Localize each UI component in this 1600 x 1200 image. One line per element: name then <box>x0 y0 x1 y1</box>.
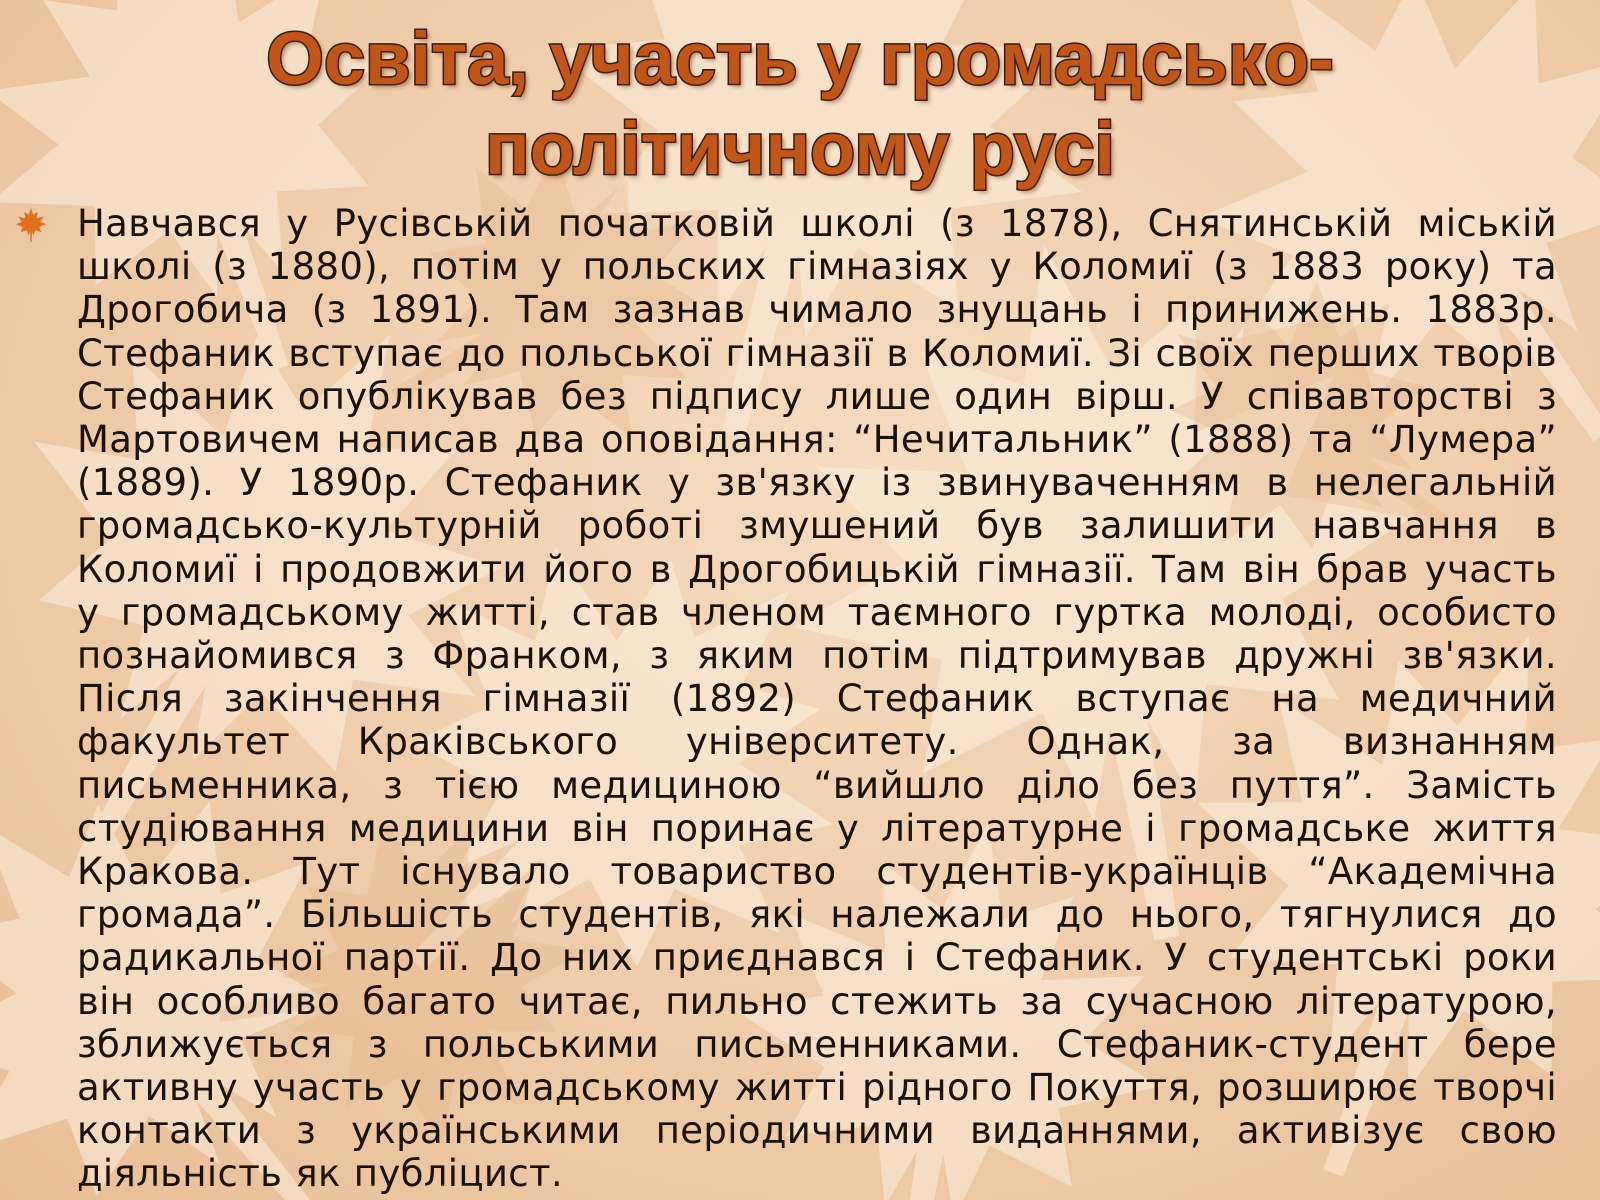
maple-leaf-bullet-icon <box>14 208 48 242</box>
slide-title: Освіта, участь у громадсько-політичному русі <box>266 17 1334 190</box>
bullet-paragraph: Навчався у Русівській початковій школі (з 1878), Снятинській міській школі (з 1880), потім у польских гімназіях у Коломиї (з 1883 року) та Дрогобича (з 1891). Там зазнав чимало знущань і принижень. 1883р. Стефаник вступає до польської гімназії в Коломиї. Зі своїх перших творів Стефаник опублікував без підпису лише один вірш. У співавторстві з Мартовичем написав два оповідання: “Нечитальник” (1888) та “Лумера” (1889). У 1890р. Стефаник у зв'язку із звинуваченням в нелегальній громадсько-культурній роботі змушений був залишити навчання в Коломиї і продовжити його в Дрогобицькій гімназії. Там він брав участь у громадському житті, став членом таємного гуртка молоді, особисто познайомився з Франком, з яким потім підтримував дружні зв'язки. Після закінчення гімназії (1892) Стефаник вступає на медичний факультет Краківського університету. Однак, за визнанням письменника, з тією медициною “вийшло діло без пуття”. Замість студіювання медицини він поринає у літературне і громадське життя Кракова. Тут існувало товариство студентів-українців “Академічна громада”. Більшість студентів, які належали до нього, тягнулися до радикальної партії. До них приєднався і Стефаник. У студентські роки він особливо багато читає, пильно стежить за сучасною літературою, зближується з польськими письменниками. Стефаник-студент бере активну участь у громадському житті рідного Покуття, розширює творчі контакти з українськими періодичними виданнями, активізує свою діяльність як публіцист. <box>77 202 1557 1196</box>
